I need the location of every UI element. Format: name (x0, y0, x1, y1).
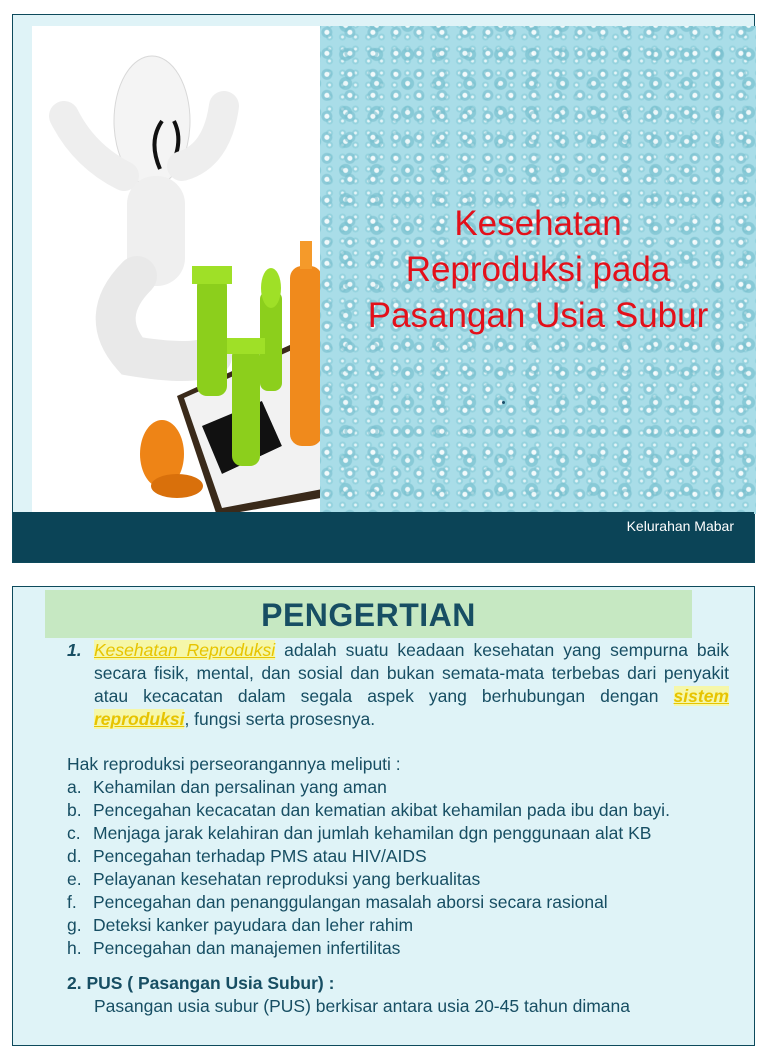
list-item (67, 845, 729, 868)
title-line-3: Pasangan Usia Subur (367, 296, 709, 335)
list-text: Pencegahan dan penanggulangan masalah aborsi secara rasional (93, 892, 608, 912)
item-number: 1. (67, 640, 82, 660)
list-marker: a. (67, 777, 82, 797)
rights-intro: Hak reproduksi perseorangannya meliputi : (67, 754, 401, 774)
list-text: Pencegahan kecacatan dan kematian akibat kehamilan pada ibu dan bayi. (93, 800, 670, 820)
definition-item-1 (67, 639, 729, 731)
list-text: Kehamilan dan persalinan yang aman (93, 777, 387, 797)
definition-text-a: adalah suatu keadaan kesehatan yang sempurna baik secara fisik, mental, dan sosial dan bukan semata-mata terbebas dari penyakit atau kecacatan dalam segala aspek yang berhubungan dengan (94, 640, 729, 706)
list-item (67, 799, 729, 822)
item-2-text: Pasangan usia subur (PUS) berkisar antara usia 20-45 tahun dimana (94, 996, 631, 1016)
section-heading: PENGERTIAN (261, 597, 476, 633)
slide-title (320, 201, 756, 339)
heading-box (45, 590, 692, 638)
chess-figure-image (32, 26, 320, 514)
chess-figure-illustration (32, 26, 320, 514)
list-marker: g. (67, 915, 82, 935)
list-text: Deteksi kanker payudara dan leher rahim (93, 915, 414, 935)
item-2-heading: 2. PUS ( Pasangan Usia Subur) : (67, 973, 335, 993)
list-marker: c. (67, 823, 81, 843)
list-item (67, 822, 729, 845)
list-item (67, 868, 729, 891)
list-text: Pencegahan terhadap PMS atau HIV/AIDS (93, 846, 427, 866)
list-text: Pelayanan kesehatan reproduksi yang berkualitas (93, 869, 481, 889)
list-item (67, 891, 729, 914)
decorative-dot (502, 401, 505, 404)
slide-content (67, 639, 729, 1018)
footer-bar (13, 512, 754, 562)
list-marker: b. (67, 800, 82, 820)
title-slide (12, 14, 755, 563)
list-marker: h. (67, 938, 82, 958)
list-text: Menjaga jarak kelahiran dan jumlah kehamilan dgn penggunaan alat KB (93, 823, 652, 843)
list-marker: d. (67, 846, 82, 866)
footer-text: Kelurahan Mabar (626, 518, 734, 534)
title-line-2: Reproduksi pada (405, 250, 671, 289)
highlight-term-sistem-reproduksi: sistem reproduksi (94, 686, 729, 729)
list-marker: e. (67, 869, 82, 889)
highlight-term-kesehatan-reproduksi: Kesehatan Reproduksi (94, 640, 276, 660)
title-line-1: Kesehatan (454, 204, 622, 243)
list-item (67, 914, 729, 937)
definition-text-b: , fungsi serta prosesnya. (184, 709, 376, 729)
list-marker: f. (67, 892, 77, 912)
rights-list (67, 776, 729, 960)
definition-slide (12, 586, 755, 1046)
list-item (67, 937, 729, 960)
list-text: Pencegahan dan manajemen infertilitas (93, 938, 401, 958)
list-item (67, 776, 729, 799)
